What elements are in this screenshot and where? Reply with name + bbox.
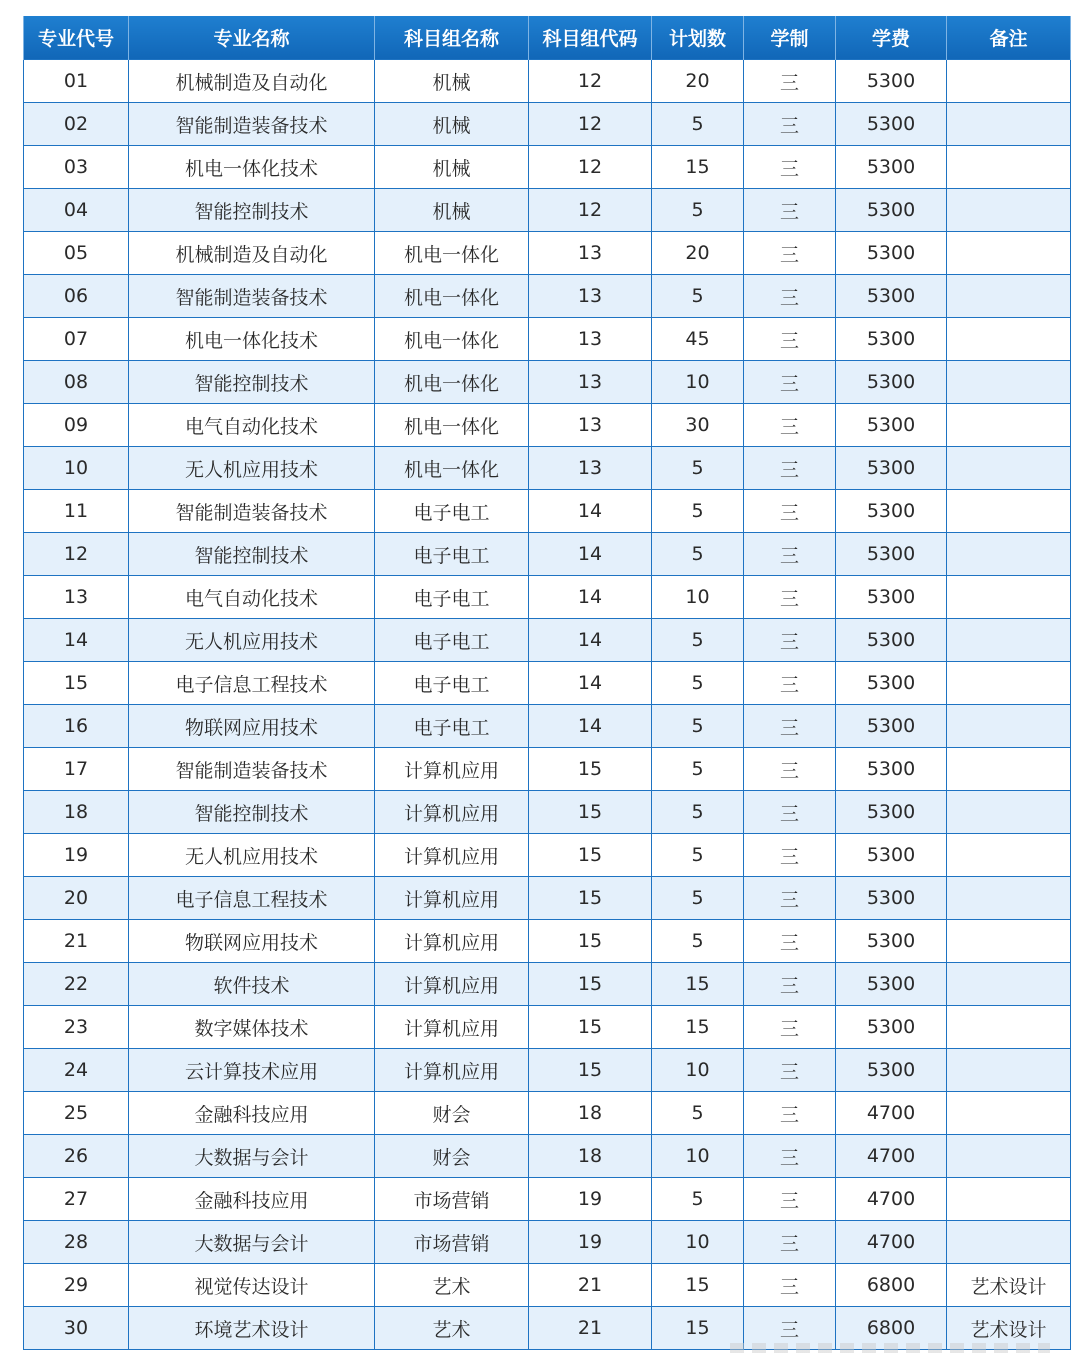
cell-major-code: 02 bbox=[24, 103, 129, 146]
header-subject-group-name: 科目组名称 bbox=[375, 16, 529, 60]
cell-major-name: 金融科技应用 bbox=[129, 1092, 375, 1135]
cell-tuition: 5300 bbox=[836, 490, 947, 533]
table-row bbox=[24, 1006, 1071, 1049]
cell-tuition: 5300 bbox=[836, 748, 947, 791]
cell-major-code: 07 bbox=[24, 318, 129, 361]
cell-subject-group-name: 机电一体化 bbox=[375, 361, 529, 404]
cell-plan-count: 5 bbox=[652, 533, 744, 576]
cell-remarks bbox=[947, 1049, 1071, 1092]
cell-subject-group-code: 15 bbox=[529, 834, 652, 877]
cell-subject-group-name: 计算机应用 bbox=[375, 920, 529, 963]
cell-tuition: 5300 bbox=[836, 189, 947, 232]
enrollment-plan-table-container bbox=[23, 16, 1070, 1350]
cell-subject-group-code: 15 bbox=[529, 920, 652, 963]
cell-major-code: 06 bbox=[24, 275, 129, 318]
cell-remarks bbox=[947, 791, 1071, 834]
cell-tuition: 4700 bbox=[836, 1221, 947, 1264]
cell-major-name: 机电一体化技术 bbox=[129, 146, 375, 189]
cell-remarks bbox=[947, 619, 1071, 662]
cell-plan-count: 15 bbox=[652, 1264, 744, 1307]
cell-subject-group-name: 计算机应用 bbox=[375, 877, 529, 920]
cell-duration: 三 bbox=[744, 103, 836, 146]
cell-remarks bbox=[947, 1135, 1071, 1178]
cell-remarks bbox=[947, 920, 1071, 963]
cell-duration: 三 bbox=[744, 318, 836, 361]
cell-subject-group-name: 艺术 bbox=[375, 1307, 529, 1350]
cell-major-code: 01 bbox=[24, 60, 129, 103]
cell-plan-count: 45 bbox=[652, 318, 744, 361]
cell-subject-group-name: 机械 bbox=[375, 60, 529, 103]
table-row bbox=[24, 748, 1071, 791]
cell-major-code: 21 bbox=[24, 920, 129, 963]
cell-remarks bbox=[947, 705, 1071, 748]
cell-plan-count: 5 bbox=[652, 447, 744, 490]
cell-subject-group-name: 电子电工 bbox=[375, 619, 529, 662]
cell-tuition: 6800 bbox=[836, 1307, 947, 1350]
cell-subject-group-code: 19 bbox=[529, 1221, 652, 1264]
cell-subject-group-code: 14 bbox=[529, 576, 652, 619]
cell-plan-count: 5 bbox=[652, 1178, 744, 1221]
cell-remarks bbox=[947, 1221, 1071, 1264]
cell-remarks bbox=[947, 103, 1071, 146]
cell-subject-group-name: 机电一体化 bbox=[375, 404, 529, 447]
cell-major-name: 智能控制技术 bbox=[129, 189, 375, 232]
cell-major-code: 30 bbox=[24, 1307, 129, 1350]
cell-tuition: 4700 bbox=[836, 1092, 947, 1135]
cell-remarks bbox=[947, 146, 1071, 189]
cell-plan-count: 15 bbox=[652, 1006, 744, 1049]
header-remarks: 备注 bbox=[947, 16, 1071, 60]
cell-duration: 三 bbox=[744, 748, 836, 791]
cell-remarks bbox=[947, 963, 1071, 1006]
cell-subject-group-code: 13 bbox=[529, 275, 652, 318]
cell-major-code: 25 bbox=[24, 1092, 129, 1135]
cell-subject-group-name: 市场营销 bbox=[375, 1221, 529, 1264]
cell-duration: 三 bbox=[744, 1178, 836, 1221]
header-row bbox=[24, 16, 1071, 60]
cell-plan-count: 10 bbox=[652, 1221, 744, 1264]
cell-remarks bbox=[947, 318, 1071, 361]
cell-major-name: 智能制造装备技术 bbox=[129, 748, 375, 791]
table-row bbox=[24, 275, 1071, 318]
cell-remarks bbox=[947, 877, 1071, 920]
cell-subject-group-name: 机电一体化 bbox=[375, 232, 529, 275]
cell-remarks bbox=[947, 576, 1071, 619]
cell-plan-count: 15 bbox=[652, 963, 744, 1006]
cell-major-code: 15 bbox=[24, 662, 129, 705]
table-row bbox=[24, 1049, 1071, 1092]
cell-tuition: 5300 bbox=[836, 103, 947, 146]
cell-major-code: 14 bbox=[24, 619, 129, 662]
cell-plan-count: 5 bbox=[652, 1092, 744, 1135]
cell-remarks bbox=[947, 834, 1071, 877]
table-row bbox=[24, 232, 1071, 275]
cell-remarks bbox=[947, 1178, 1071, 1221]
header-major-name: 专业名称 bbox=[129, 16, 375, 60]
cell-major-code: 09 bbox=[24, 404, 129, 447]
cell-duration: 三 bbox=[744, 705, 836, 748]
table-row bbox=[24, 576, 1071, 619]
cell-subject-group-name: 计算机应用 bbox=[375, 791, 529, 834]
cell-major-name: 智能控制技术 bbox=[129, 533, 375, 576]
cell-subject-group-name: 市场营销 bbox=[375, 1178, 529, 1221]
cell-subject-group-name: 计算机应用 bbox=[375, 963, 529, 1006]
cell-remarks bbox=[947, 404, 1071, 447]
cell-tuition: 5300 bbox=[836, 60, 947, 103]
cell-duration: 三 bbox=[744, 447, 836, 490]
cell-remarks bbox=[947, 490, 1071, 533]
cell-subject-group-name: 电子电工 bbox=[375, 576, 529, 619]
cell-major-code: 04 bbox=[24, 189, 129, 232]
cell-duration: 三 bbox=[744, 404, 836, 447]
cell-remarks: 艺术设计 bbox=[947, 1264, 1071, 1307]
cell-tuition: 5300 bbox=[836, 404, 947, 447]
cell-major-code: 19 bbox=[24, 834, 129, 877]
cell-major-code: 20 bbox=[24, 877, 129, 920]
table-row bbox=[24, 920, 1071, 963]
cell-major-name: 机械制造及自动化 bbox=[129, 60, 375, 103]
cell-tuition: 5300 bbox=[836, 533, 947, 576]
cell-duration: 三 bbox=[744, 1135, 836, 1178]
cell-duration: 三 bbox=[744, 275, 836, 318]
cell-duration: 三 bbox=[744, 1006, 836, 1049]
table-row bbox=[24, 60, 1071, 103]
cell-major-code: 13 bbox=[24, 576, 129, 619]
cell-tuition: 5300 bbox=[836, 447, 947, 490]
cell-plan-count: 20 bbox=[652, 60, 744, 103]
cell-major-name: 智能控制技术 bbox=[129, 791, 375, 834]
cell-subject-group-code: 13 bbox=[529, 404, 652, 447]
cell-remarks bbox=[947, 1006, 1071, 1049]
cell-subject-group-name: 机电一体化 bbox=[375, 275, 529, 318]
cell-duration: 三 bbox=[744, 834, 836, 877]
table-row bbox=[24, 361, 1071, 404]
cell-major-name: 智能制造装备技术 bbox=[129, 103, 375, 146]
cell-subject-group-name: 计算机应用 bbox=[375, 1006, 529, 1049]
cell-subject-group-name: 计算机应用 bbox=[375, 748, 529, 791]
cell-remarks bbox=[947, 275, 1071, 318]
cell-remarks bbox=[947, 361, 1071, 404]
cell-remarks bbox=[947, 748, 1071, 791]
cell-remarks bbox=[947, 447, 1071, 490]
cell-subject-group-code: 13 bbox=[529, 318, 652, 361]
cell-major-name: 环境艺术设计 bbox=[129, 1307, 375, 1350]
cell-subject-group-name: 机械 bbox=[375, 189, 529, 232]
table-row bbox=[24, 619, 1071, 662]
cell-remarks bbox=[947, 533, 1071, 576]
cell-duration: 三 bbox=[744, 146, 836, 189]
cell-subject-group-code: 14 bbox=[529, 490, 652, 533]
cell-tuition: 5300 bbox=[836, 1006, 947, 1049]
cell-tuition: 5300 bbox=[836, 662, 947, 705]
cell-major-name: 大数据与会计 bbox=[129, 1221, 375, 1264]
cell-duration: 三 bbox=[744, 1049, 836, 1092]
cell-tuition: 5300 bbox=[836, 877, 947, 920]
cell-plan-count: 5 bbox=[652, 490, 744, 533]
cell-plan-count: 10 bbox=[652, 576, 744, 619]
cell-major-code: 03 bbox=[24, 146, 129, 189]
cell-subject-group-code: 15 bbox=[529, 1006, 652, 1049]
table-row bbox=[24, 1092, 1071, 1135]
cell-plan-count: 5 bbox=[652, 834, 744, 877]
cell-duration: 三 bbox=[744, 189, 836, 232]
cell-major-name: 智能控制技术 bbox=[129, 361, 375, 404]
cell-subject-group-code: 18 bbox=[529, 1092, 652, 1135]
cell-subject-group-code: 14 bbox=[529, 662, 652, 705]
header-subject-group-code: 科目组代码 bbox=[529, 16, 652, 60]
cell-plan-count: 5 bbox=[652, 662, 744, 705]
table-row bbox=[24, 447, 1071, 490]
cell-remarks bbox=[947, 662, 1071, 705]
cell-subject-group-name: 计算机应用 bbox=[375, 1049, 529, 1092]
cell-major-name: 电子信息工程技术 bbox=[129, 877, 375, 920]
cell-major-code: 16 bbox=[24, 705, 129, 748]
cell-plan-count: 5 bbox=[652, 705, 744, 748]
table-row bbox=[24, 490, 1071, 533]
cell-subject-group-code: 14 bbox=[529, 533, 652, 576]
cell-duration: 三 bbox=[744, 662, 836, 705]
table-row bbox=[24, 103, 1071, 146]
cell-subject-group-name: 电子电工 bbox=[375, 705, 529, 748]
cell-subject-group-name: 机械 bbox=[375, 103, 529, 146]
cell-duration: 三 bbox=[744, 920, 836, 963]
header-major-code: 专业代号 bbox=[24, 16, 129, 60]
cell-plan-count: 10 bbox=[652, 1135, 744, 1178]
table-row bbox=[24, 533, 1071, 576]
cell-tuition: 5300 bbox=[836, 920, 947, 963]
cell-tuition: 5300 bbox=[836, 318, 947, 361]
cell-major-name: 机械制造及自动化 bbox=[129, 232, 375, 275]
cell-tuition: 5300 bbox=[836, 146, 947, 189]
cell-subject-group-code: 15 bbox=[529, 877, 652, 920]
cell-duration: 三 bbox=[744, 533, 836, 576]
cell-major-code: 29 bbox=[24, 1264, 129, 1307]
cell-subject-group-name: 机电一体化 bbox=[375, 318, 529, 361]
cell-major-code: 22 bbox=[24, 963, 129, 1006]
header-plan-count: 计划数 bbox=[652, 16, 744, 60]
cell-subject-group-name: 机电一体化 bbox=[375, 447, 529, 490]
cell-tuition: 5300 bbox=[836, 791, 947, 834]
cell-plan-count: 5 bbox=[652, 920, 744, 963]
cell-subject-group-name: 计算机应用 bbox=[375, 834, 529, 877]
cell-subject-group-code: 19 bbox=[529, 1178, 652, 1221]
cell-major-name: 数字媒体技术 bbox=[129, 1006, 375, 1049]
cell-subject-group-code: 13 bbox=[529, 361, 652, 404]
cell-tuition: 5300 bbox=[836, 619, 947, 662]
cell-major-name: 机电一体化技术 bbox=[129, 318, 375, 361]
cell-duration: 三 bbox=[744, 619, 836, 662]
cell-major-name: 物联网应用技术 bbox=[129, 920, 375, 963]
cell-major-name: 无人机应用技术 bbox=[129, 834, 375, 877]
cell-plan-count: 5 bbox=[652, 103, 744, 146]
cell-duration: 三 bbox=[744, 361, 836, 404]
cell-remarks: 艺术设计 bbox=[947, 1307, 1071, 1350]
cell-major-code: 12 bbox=[24, 533, 129, 576]
cell-major-code: 05 bbox=[24, 232, 129, 275]
cell-plan-count: 5 bbox=[652, 619, 744, 662]
cell-remarks bbox=[947, 60, 1071, 103]
cell-major-code: 18 bbox=[24, 791, 129, 834]
table-header bbox=[24, 16, 1071, 60]
cell-plan-count: 5 bbox=[652, 189, 744, 232]
table-row bbox=[24, 1135, 1071, 1178]
cell-plan-count: 10 bbox=[652, 1049, 744, 1092]
cell-major-name: 电气自动化技术 bbox=[129, 404, 375, 447]
cell-tuition: 4700 bbox=[836, 1178, 947, 1221]
cell-duration: 三 bbox=[744, 1264, 836, 1307]
table-row bbox=[24, 834, 1071, 877]
cell-major-code: 28 bbox=[24, 1221, 129, 1264]
table-row bbox=[24, 1264, 1071, 1307]
cell-subject-group-name: 电子电工 bbox=[375, 490, 529, 533]
cell-subject-group-code: 14 bbox=[529, 619, 652, 662]
cell-tuition: 5300 bbox=[836, 576, 947, 619]
cell-duration: 三 bbox=[744, 490, 836, 533]
cell-subject-group-code: 21 bbox=[529, 1307, 652, 1350]
cell-subject-group-code: 15 bbox=[529, 1049, 652, 1092]
cell-subject-group-name: 财会 bbox=[375, 1135, 529, 1178]
cell-major-code: 23 bbox=[24, 1006, 129, 1049]
cell-tuition: 5300 bbox=[836, 1049, 947, 1092]
cell-subject-group-code: 15 bbox=[529, 791, 652, 834]
cell-tuition: 4700 bbox=[836, 1135, 947, 1178]
cell-plan-count: 15 bbox=[652, 146, 744, 189]
table-row bbox=[24, 1178, 1071, 1221]
cell-subject-group-code: 14 bbox=[529, 705, 652, 748]
cell-plan-count: 5 bbox=[652, 877, 744, 920]
cell-major-name: 智能制造装备技术 bbox=[129, 490, 375, 533]
cell-major-code: 17 bbox=[24, 748, 129, 791]
cell-subject-group-code: 12 bbox=[529, 146, 652, 189]
cell-plan-count: 5 bbox=[652, 275, 744, 318]
cell-major-code: 10 bbox=[24, 447, 129, 490]
cell-subject-group-name: 电子电工 bbox=[375, 533, 529, 576]
cell-subject-group-code: 15 bbox=[529, 963, 652, 1006]
table-row bbox=[24, 318, 1071, 361]
cell-subject-group-code: 15 bbox=[529, 748, 652, 791]
cell-major-name: 物联网应用技术 bbox=[129, 705, 375, 748]
cell-major-name: 视觉传达设计 bbox=[129, 1264, 375, 1307]
cell-tuition: 5300 bbox=[836, 232, 947, 275]
cell-duration: 三 bbox=[744, 1307, 836, 1350]
cell-duration: 三 bbox=[744, 963, 836, 1006]
cell-major-code: 26 bbox=[24, 1135, 129, 1178]
cell-major-name: 大数据与会计 bbox=[129, 1135, 375, 1178]
table-row bbox=[24, 146, 1071, 189]
cell-plan-count: 15 bbox=[652, 1307, 744, 1350]
cell-subject-group-name: 艺术 bbox=[375, 1264, 529, 1307]
enrollment-plan-table bbox=[23, 16, 1071, 1350]
cell-duration: 三 bbox=[744, 232, 836, 275]
cell-tuition: 5300 bbox=[836, 963, 947, 1006]
cell-remarks bbox=[947, 189, 1071, 232]
cell-plan-count: 5 bbox=[652, 748, 744, 791]
table-row bbox=[24, 1221, 1071, 1264]
header-tuition: 学费 bbox=[836, 16, 947, 60]
cell-tuition: 5300 bbox=[836, 705, 947, 748]
cell-subject-group-name: 机械 bbox=[375, 146, 529, 189]
table-row bbox=[24, 963, 1071, 1006]
cell-subject-group-code: 13 bbox=[529, 447, 652, 490]
cell-plan-count: 5 bbox=[652, 791, 744, 834]
cell-major-name: 云计算技术应用 bbox=[129, 1049, 375, 1092]
table-row bbox=[24, 662, 1071, 705]
cell-duration: 三 bbox=[744, 576, 836, 619]
table-row bbox=[24, 404, 1071, 447]
cell-subject-group-name: 电子电工 bbox=[375, 662, 529, 705]
cell-duration: 三 bbox=[744, 791, 836, 834]
cell-subject-group-code: 12 bbox=[529, 103, 652, 146]
cell-subject-group-code: 21 bbox=[529, 1264, 652, 1307]
table-row bbox=[24, 791, 1071, 834]
cell-subject-group-code: 18 bbox=[529, 1135, 652, 1178]
cell-plan-count: 10 bbox=[652, 361, 744, 404]
cell-remarks bbox=[947, 232, 1071, 275]
cell-major-name: 金融科技应用 bbox=[129, 1178, 375, 1221]
table-row bbox=[24, 705, 1071, 748]
cell-tuition: 5300 bbox=[836, 834, 947, 877]
cell-major-name: 软件技术 bbox=[129, 963, 375, 1006]
cell-major-name: 电子信息工程技术 bbox=[129, 662, 375, 705]
cell-tuition: 6800 bbox=[836, 1264, 947, 1307]
cell-plan-count: 20 bbox=[652, 232, 744, 275]
cell-duration: 三 bbox=[744, 877, 836, 920]
cell-subject-group-code: 12 bbox=[529, 60, 652, 103]
cell-major-code: 08 bbox=[24, 361, 129, 404]
cell-duration: 三 bbox=[744, 60, 836, 103]
cell-plan-count: 30 bbox=[652, 404, 744, 447]
cell-duration: 三 bbox=[744, 1092, 836, 1135]
cell-tuition: 5300 bbox=[836, 361, 947, 404]
cell-major-name: 智能制造装备技术 bbox=[129, 275, 375, 318]
watermark bbox=[730, 1343, 1050, 1353]
cell-major-code: 11 bbox=[24, 490, 129, 533]
cell-subject-group-name: 财会 bbox=[375, 1092, 529, 1135]
cell-major-name: 无人机应用技术 bbox=[129, 619, 375, 662]
cell-duration: 三 bbox=[744, 1221, 836, 1264]
table-body bbox=[24, 60, 1071, 1350]
table-row bbox=[24, 877, 1071, 920]
cell-subject-group-code: 12 bbox=[529, 189, 652, 232]
cell-major-name: 无人机应用技术 bbox=[129, 447, 375, 490]
cell-subject-group-code: 13 bbox=[529, 232, 652, 275]
cell-major-name: 电气自动化技术 bbox=[129, 576, 375, 619]
table-row bbox=[24, 189, 1071, 232]
header-duration: 学制 bbox=[744, 16, 836, 60]
cell-major-code: 24 bbox=[24, 1049, 129, 1092]
cell-tuition: 5300 bbox=[836, 275, 947, 318]
cell-major-code: 27 bbox=[24, 1178, 129, 1221]
cell-remarks bbox=[947, 1092, 1071, 1135]
